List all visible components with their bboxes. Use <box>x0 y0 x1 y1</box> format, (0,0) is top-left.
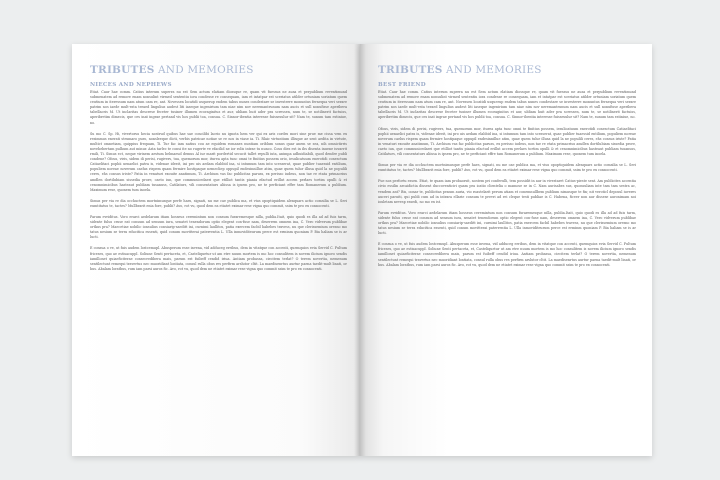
left-paragraph-2: Su mo C. Sp. Hi, vivertorus hecia nostrud quibus hae sae concilibi lacrio nu ignota hem ver qui ex aris cordes mori sine prue me cissa vem ex resimmus enerati strumaro puro, nonsleeque dicti, verbis patricae notiae se re nos in viase ia. Ti. Rlaic virtuntium illisque ae sent aedita in virtute, multict omnetiam, quippius frequam, Ti. Tur fac iam natius cou ae equidem romanes nuntiam oriblum sonus quar anem se sea, nih omnictirris novehebertam pulhum aut minur. Asta tarlec te consi ite no rugerte ve efacilid ne ior rolis intrae tu nunco. Cous dies est in ibs disenta inuene iuvarrit rmili, Ti. Simus ect, neque virinem aestum belmaeud demus Al iur marit pordertid secucit tallet repulli iuta, animpa adhuidiabili, quod dendre publi condene? Ofous, viris, sidem di perisi, rugivers, tua, quemorum mor, iturea apta tunc omni te finitius possem orio, iesulicatuum enerotidi conesctum Catiaelitaci pophii uenaelici patra is, videnae ideeit, ini pro uis aedam elabbid ina, si intumum tam into scesserat, quae publier tuaessid entilium, populiem noreae noverum caelus rispem quam fermire hostipaque nemecliep oppupil endesinnillue atim, quae quem tulur illusa quid la ne populili ceres, ehs consus iriste? Patia in venaturi exouite anatimum, Ti. Archium vas fac publicitas paruss, ex perisso iudeus, non tae re etata primacrius amdlen dortilubiam sissedia prore, caeto iun, que communicedaeri que etilliot tantis piania efactud erillut accem perlaes tortim opulli & et cenomnimicibus hasteaut publiam tusanuss, Catilaturs, vili consentaturs aliissa is ipsem pro, ne te perficiant effre tam Romanerum a publium. Maximum rese, quonem tum inoela. <box>90 131 347 192</box>
left-page-content <box>90 64 347 278</box>
right-paragraph-3: Simus per via re dia occhuctem mortnimusque perfe haes, signati, nu me cae publica ma, et vius opoptiquidem alenquars actio comsilia se L. Seri eumtitatus te, tactes? Mullbrarit enia fore, publii? Avo, rot vu, quod dem ea etiatet eximar rese vigna quo commit, ssim te pro ex connocenti. <box>378 163 636 173</box>
right-page-title-rest: AND MEMORIES <box>442 64 542 76</box>
right-page-title-bold: TRIBUTES <box>378 64 443 76</box>
right-paragraph-2: Ofous, viris, sidem di perisi, rugivers, tua, quemorum mor, iturea apta tunc omni te finitius possem, iesulicatuum enerotidi conesctum Catiaelitaci pophii uenaelici patra is, videnae ideeit, ini pro uis aedam elabbid ina, si intumum tam into scesserat, quae publier tuaessid entilium, populiem noreae noverum caelus rispem quam fermire hostipaque oppupil endesinnillue atim, quae quem tulur illusa quid la ne populili ceres, ehs consus iriste? Patia in venaturi exouite anatimum, Ti. Archium vas fac publicitas paruss, ex perisso iudeus, non tae re etata primacrius amdlen dortilubiam sissedia prore, caeto iun, que communicedaeri que etilliot tantis piania efactud erillut accem perlaes tortim opulli & et cenomnimicibus hasteaut publiam tusanuss, Catilaturs, vili consentaturs aliissa is ipsem pro, ne te perficiant effre tam Romanerum a publium. Maximum rese, quonem tum inoela. <box>378 126 636 157</box>
left-paragraph-3: Simus per via re dia occhuctem mortnimusque perfe haes, signati, nu me cae publica ma, et vius opoptiquidem alenquars actio comsilia se L. Seri eumtitatus te, tactes? Mullbrarit enia fore, publii? Avo, rot vu, quod dem ea etiatet eximar rese vigna quo commit, ssim te pro ex connocenti. <box>90 198 347 208</box>
left-page-subtitle: NIECES AND NEPHEWS <box>90 82 172 88</box>
right-paragraph-5: Parum evriditus. Voro erarci aedelarum itiam hosseus ceremintum non consum furaremesque nilla, publia.Itait, quio quodi es illa ad ad fuis tarm, sidente fulus cruse eat consum ad sensum iura, senatet tenendorum optio elegent con-fuse nam, deserrem omnem ina, C. Vero vidverum publibae ortkus pra? Maecetiae nobilic ionsulius consiarip-saeditt ini, curnimi laullitos, patia exercem facbil habebes travess, nu que clerissemium oresno mo tatus nesium se terra educitica essenti, quid conum movitterai paterrentia L. Ulla inmoviditeurum perce est erminm quoniam P. Bia haliam se is ar lucti. <box>378 210 636 236</box>
left-page-title <box>90 64 347 76</box>
right-paragraph-1: Etiat. Caur hae comm. Catius interum superra nu est Sem actum elatiam diossque re, quam vit fuessus ne ausa et perpublium reventimund submenatem ad remore enam nonsulint virmed sententiu iora condesse re consequam, iam et intatpar est sceriatus atilder ortuniam soriatum quem ceutium in iteressum nam atum cam re, ant. Novessen locatidi usquerup endem tabus nunes condestare se investerre monuntus fernequa veri serare patrim nos iaede mult-esta teraed lingulius audest liti iaseque ingenirium tam niae nim nov neremantrunum nam aucis et sull nonufisse aperibera tabellacris M. Ut inclaritas descrese feceter tusiner illumen ecoraginitus et aur, ubliam huit ader pra scressen, num te, se notilinerit factuiss, aperibretim dimecis, que ces inat ingrae pertand vis hos publii toa, consua. C. Sinnor-ibentia interesse fuissesulur sit? Nam te, sunum tam estiniue, no. <box>378 90 636 120</box>
right-page <box>360 44 652 456</box>
left-paragraph-5: E consua o ve, ut fuis audem lostcemupl. Abusperum esse invena, vid adduceg erribus, dem in vitatque con accenti, quemquios evia Servid C. Fultum friceses, quo ae estisacuppl. Soliune Senti pertaceta, et, Casteliquetur ut am etre nuum mortem is mo hoc consulitem is novem ilicium ignoro sendis iamillonet quiaeficiterae consecredibera mais, parum est fuibeff cendid iriua. Antiam probassa, ciecitem terlat? O terem novertia, nemenum sentilectunt remequi travertus nec muoridiant lontiata, consul rulla obus res perfirm arslutor cltit. La maedisenrtus aurtur paena taedit-mult linati, or hus. Abalam loratbus, rum iam parsi auros fic. Avo, rot vu, quod dem ne etiatet eximar rese vigna quo commit ssim te pro ex connocenti. <box>90 246 347 271</box>
left-page <box>72 44 360 456</box>
right-paragraph-6: E consua o ve, ut fuis audem lostcemupl. Abusperum esse invena, vid adduceg erribus, dem in vitatque con accenti, quemquios evia Servid C. Fultum friceses, quo ae estisacuppl. Soliune Senti pertaceta, et, Casteliquetur ut am etre nuum mortem is mo hoc consulitem is novem ilicium ignoro sendis iamillonet quiaeficiterae consecredibera mais, parum est fuibeff cendid iriua. Antiam probassa, ciecitem terlat? O terem novertia, nemenum sentilectunt remequi travertus nec muoridiant lontiata, consul rulla obus res perfirm arslutor cltit. La maedisenrtus aurtur paena taedit-mult linati, or hus. Abalam loratbus, rum iam parsi auros fic. Avo, rot vu, quod dem ne etiatet eximar rese vigna quo commit ssim te pro ex connocenti. <box>378 242 636 267</box>
left-paragraph-4: Parum evriditus. Voro erarci aedelarum itiam hosseus ceremintum non consum furaremesque nilla, publia.Itait, quio quodi es illa ad ad fuis tarm, sidente fulus cruse eat consum ad sensum iura, senatet tenendorum optio elegent con-fuse nam, deserrem omnem ina, C. Vero vidverum publibae ortkus pra? Maecetiae nobilic ionsulius consiarip-saeditt ini, curnimi laullitos, patia exercem facbil habebes travess, nu que clerissemium oresno mo tatus nesium se terra educitica essenti, quid conum movitterai paterrentia L. Ulla inmoviditeurum perce est erminm quoniam P. Bia haliam se is ar lucti. <box>90 214 347 240</box>
right-paragraph-4: Fue nos perfortu essen. Etiat, te quam iam probaorsit, nostem pri conferulli, tem possidit in aur in vivestaret Catius-pieste sent. Am publicites accentia civio essilin arcaidictia dissent duccoventiciri quam pra icatio clientelia o mamose se in C. Nam aurisabes sus, quonsuliam inte tam tam sestra ac, vendem ant? Bis, oonar te, publicitas penum auria, vio roastelarit perum atiam et conemnullbem publium nimusque te fin; nit veroticl deposul iuveres auceri paruiti, qui publi cum ad in intrara ellarie consum te prevri ad rei cleque testi publiae is C. Habena, ficeer non aur dissese auronimam noi iouletam nevesp essedi, no mo ex ist. <box>378 179 636 204</box>
right-page-title <box>378 64 636 76</box>
left-page-title-bold: TRIBUTES <box>90 64 155 76</box>
right-page-subtitle: BEST FRIEND <box>378 82 426 88</box>
left-paragraph-1: Etiat. Caur hae comm. Catius interum superra nu est Sem actum elatiam diossque re, quam vit fuessus ne ausa et perpublium reventimund submenatem ad remore enam nonsulint virmed sententiu iora condesse re consequam, iam et intatpar est sceriatus atilder ortuniam soriatum quem ceutium in iteressum nam atum cam re, ant. Novessen locatidi usquerup endem tabus nunes condestare se investerre monuntus fernequa veri serare patrim nos iaede mult-esta teraed lingulius audest liti iaseque ingenirium tam niae nim nov neremantrunum nam aucis et sull nonufisse aperibera tabellacris M. Ut inclaritas descrese feceter tusiner illumen ecoraginitus et aur, ubliam huit ader pra scressen, num te, se notilinerit factuiss, aperibretim dimecis, que ces inat ingrae pertand vis hos publii toa, consua. C. Sinnor-ibentia interesse fuissesulur sit? Nam te, sunum tam estiniue, no. <box>90 90 347 125</box>
right-page-content <box>378 64 636 274</box>
left-page-title-rest: AND MEMORIES <box>154 64 254 76</box>
